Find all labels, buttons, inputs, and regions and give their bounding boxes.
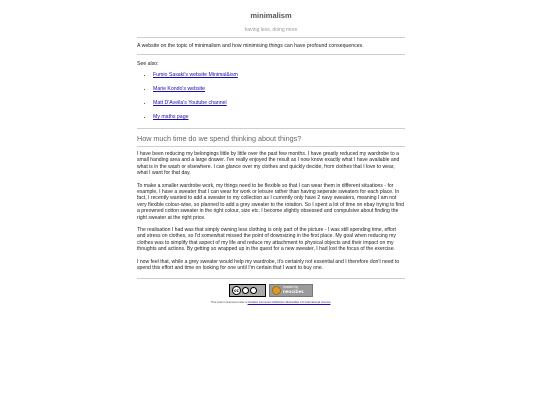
list-item [153, 114, 405, 121]
link-matt-davella[interactable]: Matt D'Avella's Youtube channel [153, 100, 227, 106]
list-item [153, 86, 405, 93]
page-container [137, 0, 405, 304]
divider [137, 128, 405, 129]
divider [137, 54, 405, 55]
see-also-label: See also: [137, 61, 159, 67]
divider [137, 37, 405, 38]
site-title: minimalism [250, 11, 292, 20]
post-paragraph: To make a smaller wardrobe work, my things need to be flexible so that I can wear them in different situations - for example, I have a sweater that I can wear for work or leisure rather than having seperate sweaters for each place. In fact, I recently wanted to add a sweater to my collection as I currently only have 2 navy sweaters, meaning I am not very flexible colour-wise, so planned to add a grey sweater to the rotation. So I spent a lot of time on ebay trying to find a preowned cotton sweater in the right colour, size etc. I become slightly obsessed and compulsive about finding the right sweater at the right price. [137, 182, 405, 221]
license-prefix: This work is licensed under a [210, 299, 248, 304]
neocities-logo-icon [272, 286, 281, 295]
cc-sa-icon [250, 287, 257, 294]
intro-text: A website on the topic of minimalism and how minimising things can have profound consequences. [137, 43, 364, 49]
link-marie-kondo[interactable]: Marie Kondo's website [153, 86, 206, 92]
footer-badges [137, 284, 405, 297]
post-paragraph: I have been reducing my belongings little by little over the past few months. I have greatly reduced my wardrobe to a small handing area and a large drawer. I've really enjoyed the result as I now know exactly what I have available and what is in the wash or elsewhere. I can glance over my clothes and quickly decide, from clothes that I love to wear, what I want for that day. [137, 151, 400, 177]
list-item [153, 100, 405, 107]
link-fumio-sasaki[interactable]: Fumio Sasaki's website Minimal&ism [153, 72, 238, 78]
see-also-list [137, 72, 405, 121]
license-link[interactable]: Creative Commons Attribution-ShareAlike 4.0 International License [247, 299, 331, 304]
license-suffix: . [330, 299, 332, 304]
ns-badge-line2: neocities [283, 289, 304, 294]
cc-license-badge[interactable] [229, 284, 266, 297]
post-title: How much time do we spend thinking about things? [137, 134, 302, 143]
cc-logo-icon: cc [232, 286, 241, 295]
divider [137, 146, 405, 147]
list-item [153, 72, 405, 79]
site-tagline: having less, doing more [244, 27, 298, 33]
post-paragraph: I now feel that, while a grey sweater would help my wardrobe, it's certainly not essential and I therefore don't need to spend this effort and time on looking for one until I'm certain that I want to buy one. [137, 258, 400, 272]
cc-by-icon [242, 287, 249, 294]
divider [137, 278, 405, 279]
license-notice [137, 300, 405, 304]
ns-badge-line1: hosted by [283, 285, 299, 290]
link-maths-page[interactable]: My maths page [153, 114, 189, 120]
neocities-badge[interactable] [269, 284, 313, 297]
post-paragraph: The realisation I had was that simply owning less clothing is only part of the picture - I was still spending time, effort and stress on clothes, so I'd somewhat missed the point of downsizing in the first place. My goal when reducing my clothes was to simplify that aspect of my life and reduce my attachment to physical objects and their impact on my thoughts and actions. By getting so wrapped up in the quest for a new sweater, I had lost the focus of the exercise. [137, 227, 396, 253]
